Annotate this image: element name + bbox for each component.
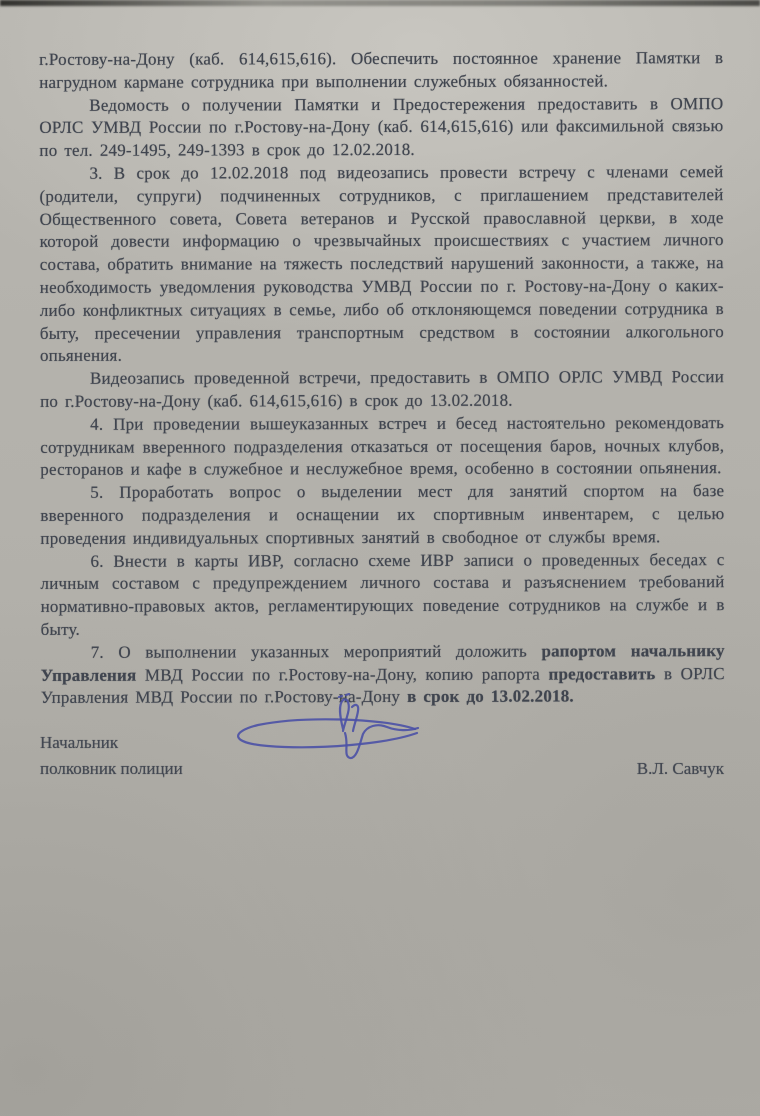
document-body: [39, 47, 725, 710]
paragraph-text: в ОРЛС Управления МВД России по г.Ростову-на-Дону: [40, 663, 725, 708]
signature-stroke-dots: [339, 694, 349, 697]
paragraph-text: 5. Проработать вопрос о выделении мест для занятий спортом на базе вверенного подразделения и оснащении их спортивным инвентарем, с целью проведения индивидуальных спортивных занятий в свободное от службы время.: [40, 481, 725, 548]
photo-edge-shadow: [0, 0, 760, 6]
paragraph-text: 7. О выполнении указанных мероприятий доложить: [90, 641, 542, 662]
paragraph-text: Видеозапись проведенной встречи, предоставить в ОМПО ОРЛС УМВД России по г.Ростову-на-Дону (каб. 614,615,616) в срок до 13.02.2018.: [40, 367, 725, 411]
signature-stroke-letters: [340, 699, 358, 731]
paragraph-item-3: [39, 161, 724, 368]
signature-stroke-loop: [238, 719, 417, 747]
paragraph-text-bold: рапортом начальнику Управления: [40, 640, 725, 685]
signer-position-line1: Начальник: [40, 733, 119, 752]
paragraph-text: МВД России по г.Ростову-на-Дону, копию рапорта: [136, 664, 549, 685]
paragraph-vedomost: [39, 93, 723, 163]
paragraph-text: Ведомость о получении Памятки и Предостережения предоставить в ОМПО ОРЛС УМВД России по г.Ростову-на-Дону (каб. 614,615,616) или факсимильной связью по тел. 249-1495, 249-1393 в срок до 12.02.2018.: [39, 93, 724, 161]
handwritten-signature: [210, 693, 440, 773]
paragraph-videozapis: [40, 366, 724, 413]
paragraph-text: 4. При проведении вышеуказанных встреч и бесед настоятельно рекомендовать сотрудникам вверенного подразделения отказаться от посещения баров, ночных клубов, ресторанов и кафе в служебное и неслужебное время, особенно в состоянии опьянения.: [40, 412, 725, 480]
paragraph-text: г.Ростову-на-Дону (каб. 614,615,616). Обеспечить постоянное хранение Памятки в нагрудном кармане сотрудника при выполнении служебных обязанностей.: [39, 48, 724, 92]
signer-name: В.Л. Савчук: [636, 759, 724, 778]
paragraph-item-5: [40, 480, 724, 550]
paragraph-continuation: [39, 47, 723, 94]
paragraph-text-bold: в срок до 13.02.2018.: [407, 686, 574, 707]
paragraph-text: 3. В срок до 12.02.2018 под видеозапись провести встречу с членами семей (родители, супруги) подчиненных сотрудников, с приглашением представителей Общественного совета, Совета ветеранов и Русской православной церкви, в ходе которой довести информацию о чрезвычайных происшествиях с участием личного состава, обратить внимание на тяжесть последствий нарушений законности, а также, на необходимость уведомления руководства УМВД России по г. Ростову-на-Дону о каких-либо конфликтных ситуациях в семье, либо об отклоняющемся поведении сотрудника в быту, пресечении управления транспортным средством в состоянии алкогольного опьянения.: [39, 162, 724, 366]
paragraph-text: 6. Внести в карты ИВР, согласно схеме ИВР записи о проведенных беседах с личным составом с предупреждением личного состава и разъяснением требований нормативно-правовых актов, регламентирующих поведение сотрудников на службе и в быту.: [40, 549, 725, 639]
paragraph-item-6: [40, 549, 724, 642]
paragraph-item-4: [40, 412, 724, 482]
signer-position: [40, 730, 183, 782]
paragraph-text-bold: предоставить: [548, 663, 656, 684]
signer-position-line2: полковник полиции: [40, 759, 183, 778]
